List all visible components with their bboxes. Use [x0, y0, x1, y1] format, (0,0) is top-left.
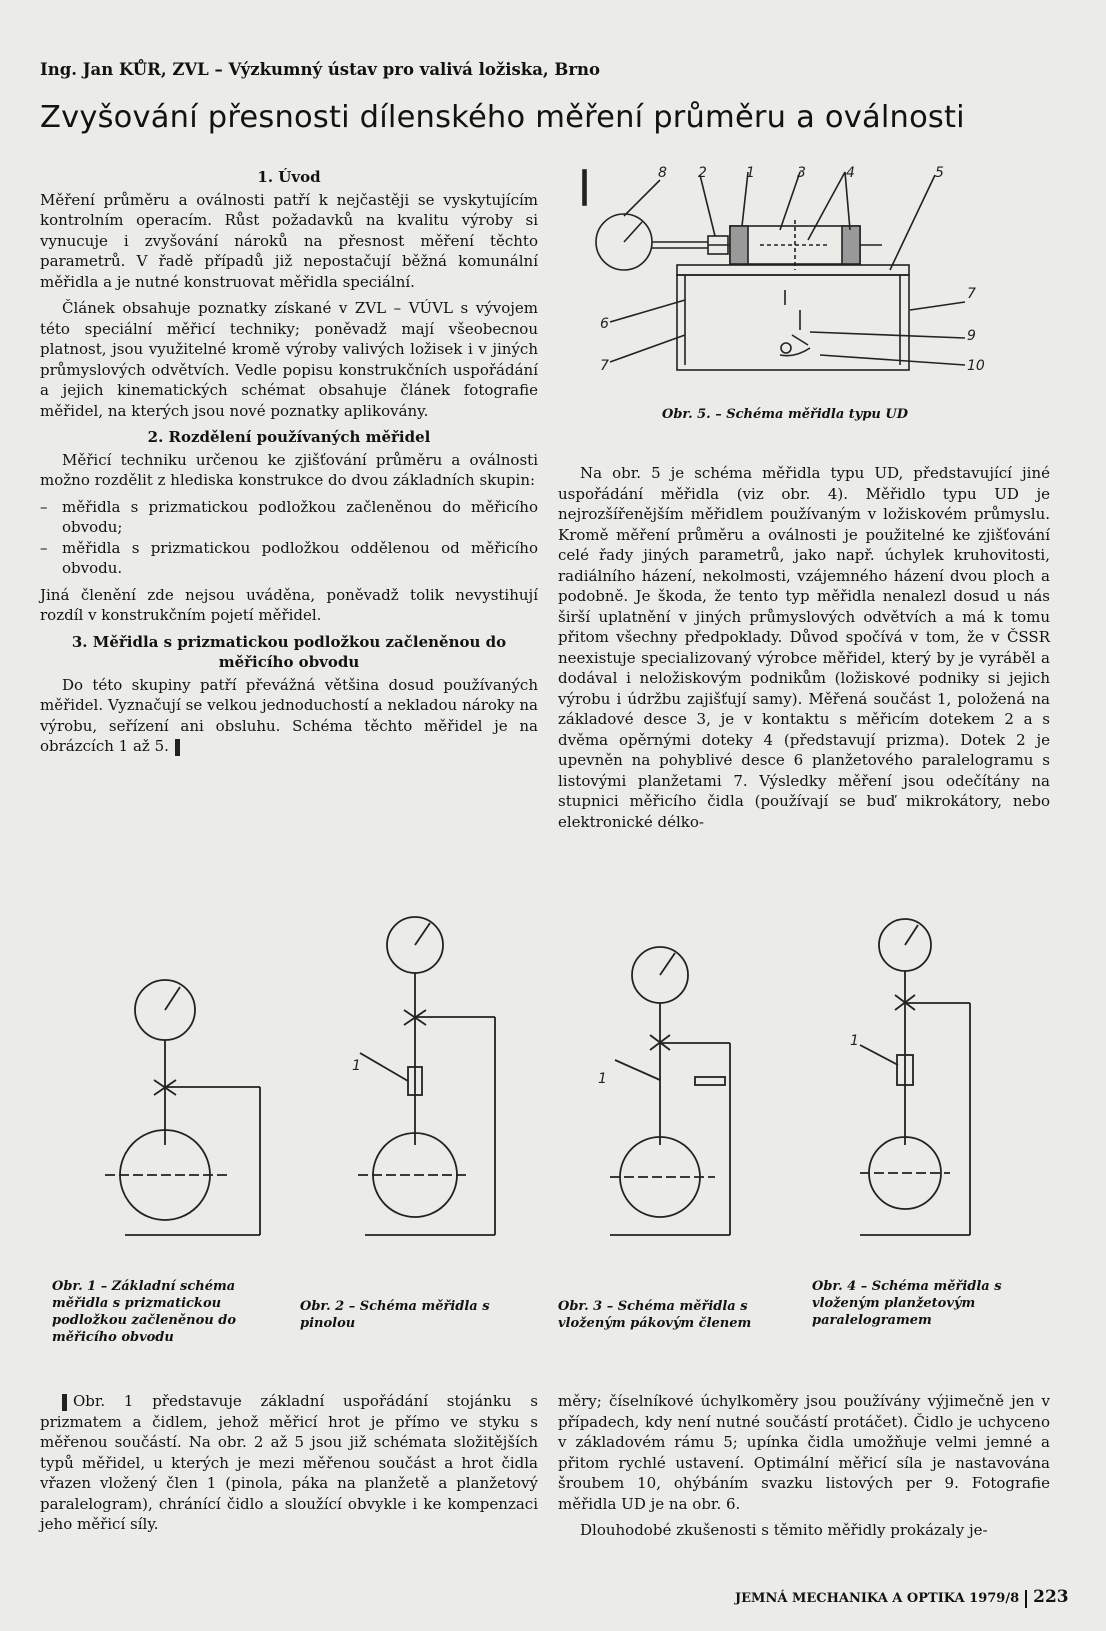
fig2-label-1: 1: [352, 1058, 361, 1074]
fig5-label: 5: [935, 165, 944, 181]
list-item: – měřidla s prizmatickou podložkou začleněnou do měřicího obvodu;: [40, 497, 538, 538]
paragraph: Na obr. 5 je schéma měřidla typu UD, představující jiné uspořádání měřidla (viz obr. 4). Měřidlo typu UD je nejrozšířenějším měřidlem používaným v ložiskovém průmyslu. Kromě měření průměru a oválnosti je použitelné ke zjišťování celé řady jiných parametrů, jako např. úchylek kruhovitosti, radiálního házení, nekolmosti, vzájemného házení dvou ploch a podobně. Je škoda, že tento typ měřidla nenalezl dosud u nás širší uplatnění v jiných průmyslových odvětvích a má k tomu přitom všechny předpoklady. Důvod spočívá v tom, že v ČSSR neexistuje specializovaný výrobce měřidel, který by je vyráběl a dodával i neložiskovým podnikům (ložiskové podniky si jejich výrobu i údržbu zajišťují samy). Měřená součást 1, položená na základové desce 3, je v kontaktu s měřicím dotekem 2 a s dvěma opěrnými doteky 4 (představují prizma). Dotek 2 je upevněn na pohyblivé desce 6 planžetového paralelogramu s listovými planžetami 7. Výsledky měření jsou odečítány na stupnici měřicího čidla (používají se buď mikrokátory, nebo elektronické délko-: [558, 464, 1050, 831]
margin-mark: [175, 739, 180, 756]
fig5-label: 7: [600, 358, 609, 374]
paragraph: Měření průměru a oválnosti patří k nejčastěji se vyskytujícím kontrolním operacím. Růst požadavků na kvalitu výroby si vynucuje i zvyšování nároků na přesnost měření těchto parametrů. V řadě případů již nepostačují běžná komunální měřidla a je nutné konstruovat měřidla speciální.: [40, 190, 538, 291]
page-number: 223: [1033, 1587, 1069, 1607]
fig5-label: 9: [967, 328, 976, 344]
figure-1-diagram: [105, 980, 260, 1235]
left-column: [40, 163, 538, 763]
paragraph: Jiná členění zde nejsou uváděna, poněvadž tolik nevystihují rozdíl v konstrukčním pojetí měřidel.: [40, 585, 538, 624]
author-line: Ing. Jan KŮR, ZVL – Výzkumný ústav pro valivá ložiska, Brno: [40, 60, 601, 79]
bottom-right-column: [558, 1391, 1050, 1547]
margin-mark: [62, 1394, 67, 1411]
figures-1-4-diagram: [90, 915, 1090, 1255]
fig5-label: 2: [698, 165, 707, 181]
paragraph: Do této skupiny patří převážná většina dosud používaných měřidel. Vyznačují se velkou jednoduchostí a nekladou nároky na výrobu, seřízení ani obsluhu. Schéma těchto měřidel je na obrázcích 1 až 5.: [40, 675, 538, 755]
section-heading-intro: 1. Úvod: [257, 168, 321, 186]
figure-5-diagram: [580, 160, 1020, 395]
figure-2-diagram: [358, 917, 495, 1235]
paragraph: Dlouhodobé zkušenosti s těmito měřidly prokázaly je-: [580, 1521, 988, 1539]
figure-1-caption: Obr. 1 – Základní schéma měřidla s prizmatickou podložkou začleněnou do měřicího obvodu: [52, 1279, 237, 1345]
page-footer: [735, 1587, 1069, 1608]
right-column: [558, 463, 1050, 838]
footer-divider: [1025, 1590, 1027, 1608]
fig4-label-1: 1: [850, 1033, 859, 1049]
fig5-label: 10: [967, 358, 985, 374]
fig5-label: 8: [658, 165, 667, 181]
section-heading-division: 2. Rozdělení používaných měřidel: [147, 428, 431, 446]
figure-3-caption: Obr. 3 – Schéma měřidla s vloženým pákovým členem: [558, 1299, 752, 1331]
list: [40, 497, 538, 579]
figure-5-caption: Obr. 5. – Schéma měřidla typu UD: [662, 407, 909, 422]
paragraph: Měřicí techniku určenou ke zjišťování průměru a oválnosti možno rozdělit z hlediska konstrukce do dvou základních skupin:: [40, 450, 538, 489]
figure-2-caption: Obr. 2 – Schéma měřidla s pinolou: [300, 1299, 490, 1331]
bottom-left-column: [40, 1391, 538, 1541]
journal-name: JEMNÁ MECHANIKA A OPTIKA 1979/8: [735, 1591, 1020, 1606]
list-item: – měřidla s prizmatickou podložkou oddělenou od měřicího obvodu.: [40, 538, 538, 579]
fig5-label: 6: [600, 316, 609, 332]
fig5-label: 4: [846, 165, 855, 181]
figure-3-diagram: [610, 947, 730, 1235]
paragraph: měry; číselníkové úchylkoměry jsou používány výjimečně jen v případech, kdy není nutné součástí protáčet). Čidlo je uchyceno v základovém rámu 5; upínka čidla umožňuje velmi jemné a přitom rychlé ustavení. Optimální měřicí síla je nastavována šroubem 10, ohýbáním svazku listových per 9. Fotografie měřidla UD je na obr. 6.: [558, 1392, 1050, 1513]
figure-4-caption: Obr. 4 – Schéma měřidla s vloženým planžetovým paralelogramem: [812, 1279, 1002, 1328]
fig5-label: 7: [967, 286, 976, 302]
fig5-label: 3: [797, 165, 806, 181]
article-title: Zvyšování přesnosti dílenského měření průměru a oválnosti: [40, 100, 965, 135]
fig3-label-1: 1: [598, 1071, 607, 1087]
fig5-label: 1: [746, 165, 755, 181]
section-heading-prism: 3. Měřidla s prizmatickou podložkou začleněnou do měřicího obvodu: [71, 632, 507, 671]
figure-4-diagram: [860, 919, 970, 1235]
paragraph: Článek obsahuje poznatky získané v ZVL – VÚVL s vývojem této speciální měřicí techniky; poněvadž mají všeobecnou platnost, jsou využitelné kromě výroby valivých ložisek i v jiných průmyslových odvětvích. Vedle popisu konstrukčních uspořádání a jejich kinematických schémat obsahuje článek fotografie měřidel, na kterých jsou nové poznatky aplikovány.: [40, 299, 538, 420]
paragraph: Obr. 1 představuje základní uspořádání stojánku s prizmatem a čidlem, jehož měřicí hrot je přímo ve styku s měřenou součástí. Na obr. 2 až 5 jsou již schémata složitějších typů měřidel, u kterých je mezi měřenou součást a hrot čidla vřazen vložený člen 1 (pinola, páka na planžetě a planžetový paralelogram), chránící čidlo a sloužící obvykle i ke kompenzaci jeho měřicí síly.: [40, 1392, 538, 1533]
